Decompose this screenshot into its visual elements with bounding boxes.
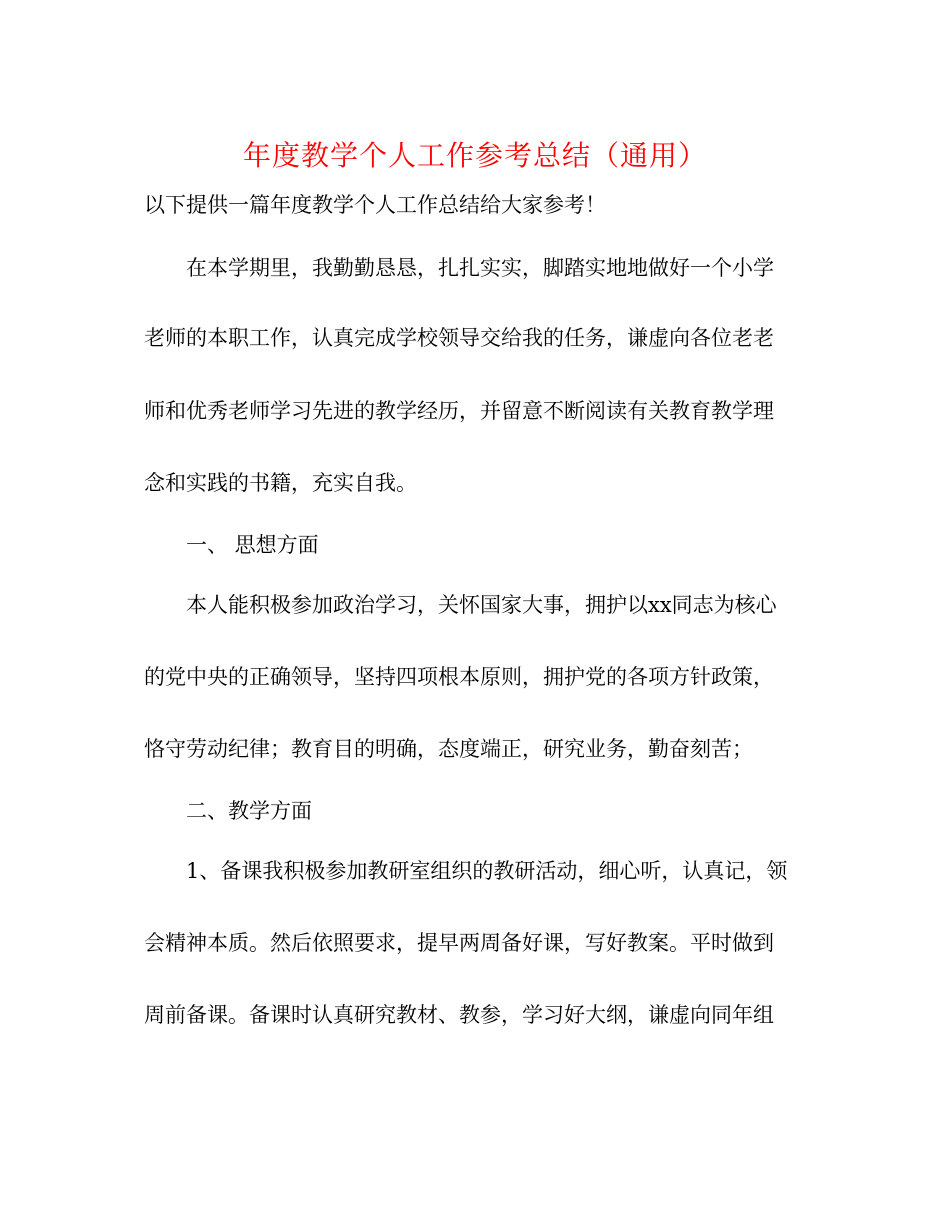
paragraph-line: 周前备课。备课时认真研究教材、教参，学习好大纲，谦虚向同年组 [144, 1003, 774, 1027]
paragraph-line: 会精神本质。然后依照要求，提早两周备好课，写好教案。平时做到 [144, 931, 774, 955]
paragraph-line: 本人能积极参加政治学习，关怀国家大事，拥护以xx同志为核心 [186, 593, 777, 617]
document-title: 年度教学个人工作参考总结（通用） [242, 139, 707, 172]
intro-line: 以下提供一篇年度教学个人工作总结给大家参考！ [144, 193, 606, 217]
paragraph-line: 念和实践的书籍，充实自我。 [144, 471, 417, 495]
paragraph-line: 在本学期里，我勤勤恳恳，扎扎实实，脚踏实地地做好一个小学 [186, 256, 774, 280]
paragraph-line: 恪守劳动纪律；教育目的明确，态度端正，研究业务，勤奋刻苦； [144, 737, 753, 761]
section-heading: 二、教学方面 [186, 799, 312, 823]
paragraph-line: 师和优秀老师学习先进的教学经历，并留意不断阅读有关教育教学理 [144, 399, 774, 423]
paragraph-line: 的党中央的正确领导，坚持四项根本原则，拥护党的各项方针政策， [144, 665, 774, 689]
section-heading: 一、 思想方面 [186, 533, 319, 557]
paragraph-line: 1、备课我积极参加教研室组织的教研活动，细心听，认真记，领 [186, 859, 788, 883]
paragraph-line: 老师的本职工作，认真完成学校领导交给我的任务，谦虚向各位老老 [144, 326, 774, 350]
